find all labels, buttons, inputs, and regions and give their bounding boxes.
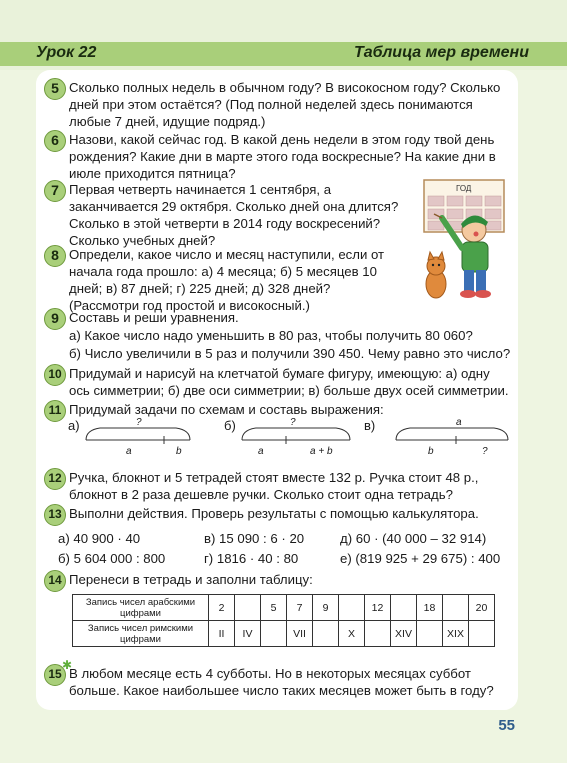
- scheme-top-label: ?: [290, 417, 296, 428]
- task-number: 5: [44, 78, 66, 100]
- task-9-item-b: б) Число увеличили в 5 раз и получили 390 450. Чему равно это число?: [69, 346, 511, 361]
- task-text: Ручка, блокнот и 5 тетрадей стоят вместе 132 р. Ручка стоит 48 р., блокнот в 2 раза дешевле ручки. Сколько стоит одна тетрадь?: [69, 470, 479, 502]
- task-text: В любом месяце есть 4 субботы. Но в некоторых месяцах суббот больше. Какое наибольшее число таких месяцев может быть в году?: [69, 666, 494, 698]
- scheme-label: в): [364, 418, 376, 433]
- scheme-top-label: ?: [136, 417, 142, 428]
- task-number: 15: [44, 664, 66, 686]
- task-number: 7: [44, 180, 66, 202]
- task-9-item-a: а) Какое число надо уменьшить в 80 раз, чтобы получить 80 060?: [69, 328, 473, 343]
- exercise-d: д) 60 · (40 000 – 32 914): [340, 531, 487, 546]
- scheme-label: б): [224, 418, 236, 433]
- scheme-b: [224, 418, 384, 458]
- table-cell: 7: [287, 595, 313, 621]
- scheme-c: [364, 418, 518, 458]
- table-cell: IV: [235, 621, 261, 647]
- exercise-a: а) 40 900 · 40: [58, 531, 141, 546]
- scheme-a: [36, 418, 196, 458]
- task-text: Выполни действия. Проверь результаты с помощью калькулятора.: [69, 506, 479, 521]
- task-text: Придумай и нарисуй на клетчатой бумаге фигуру, имеющую: а) одну ось симметрии; б) две оси симметрии; в) больше двух осей симметрии.: [69, 366, 509, 398]
- task-text: Перенеси в тетрадь и заполни таблицу:: [69, 572, 313, 587]
- table-cell: [235, 595, 261, 621]
- task-number: 12: [44, 468, 66, 490]
- table-row: [73, 621, 495, 647]
- table-cell: II: [209, 621, 235, 647]
- row-header-arabic: Запись чисел арабскими цифрами: [73, 595, 209, 621]
- scheme-left-label: a: [126, 446, 132, 457]
- scheme-top-label: a: [456, 417, 462, 428]
- task-text: Составь и реши уравнения.: [69, 310, 239, 325]
- table-cell: VII: [287, 621, 313, 647]
- table-cell: 5: [261, 595, 287, 621]
- table-cell: [365, 621, 391, 647]
- task-text: Придумай задачи по схемам и составь выражения:: [69, 402, 384, 417]
- task-number: 14: [44, 570, 66, 592]
- task-text: Сколько полных недель в обычном году? В високосном году? Сколько дней при этом остаётся? (Под полной неделей здесь понимаются любые 7 дней, идущие подряд.): [69, 80, 501, 129]
- scheme-left-label: b: [428, 446, 434, 457]
- table-cell: X: [339, 621, 365, 647]
- table-cell: [391, 595, 417, 621]
- table-cell: 18: [417, 595, 443, 621]
- task-number: 13: [44, 504, 66, 526]
- page-header: [0, 0, 567, 70]
- table-cell: [261, 621, 287, 647]
- table-cell: 12: [365, 595, 391, 621]
- exercise-b: б) 5 604 000 : 800: [58, 551, 166, 566]
- task-text: Определи, какое число и месяц наступили, если от начала года прошло: а) 4 месяца; б) 5 месяцев 10 дней; в) 87 дней; г) 225 дней; д) 328 дней? (Рассмотри год простой и високосный.): [69, 247, 385, 313]
- scheme-left-label: a: [258, 446, 264, 457]
- calendar-sign: ГОД: [456, 184, 472, 193]
- task-number: 8: [44, 245, 66, 267]
- table-cell: 9: [313, 595, 339, 621]
- content-panel: [36, 70, 518, 710]
- table-row: [73, 595, 495, 621]
- topic-title: Таблица мер времени: [353, 44, 529, 61]
- task-text: Первая четверть начинается 1 сентября, а заканчивается 29 октября. Сколько дней она длится? Сколько в этой четверти в 2014 году воскресений? Сколько учебных дней?: [69, 182, 399, 248]
- task-number: 6: [44, 130, 66, 152]
- lesson-title: Урок 22: [36, 44, 97, 61]
- page-number: 55: [498, 717, 515, 734]
- exercise-e: е) (819 925 + 29 675) : 400: [340, 551, 501, 566]
- table-cell: 20: [469, 595, 495, 621]
- table-cell: 2: [209, 595, 235, 621]
- table-cell: [417, 621, 443, 647]
- roman-numerals-table: [72, 594, 495, 647]
- star-icon: ✱: [62, 658, 73, 672]
- task-number: 10: [44, 364, 66, 386]
- scheme-right-label: ?: [482, 446, 488, 457]
- task-number: 9: [44, 308, 66, 330]
- task-number: 11: [44, 400, 66, 422]
- table-cell: XIV: [391, 621, 417, 647]
- exercise-v: в) 15 090 : 6 · 20: [204, 531, 305, 546]
- table-cell: XIX: [443, 621, 469, 647]
- row-header-roman: Запись чисел римскими цифрами: [73, 621, 209, 647]
- table-cell: [443, 595, 469, 621]
- task-text: Назови, какой сейчас год. В какой день недели в этом году твой день рождения? Какие дни в марте этого года воскресные? На какие дни в июле приходится пятница?: [69, 132, 496, 181]
- scheme-right-label: a + b: [310, 446, 333, 457]
- scheme-right-label: b: [176, 446, 182, 457]
- illustration-boy-calendar: [416, 178, 516, 308]
- table-cell: [339, 595, 365, 621]
- table-cell: [313, 621, 339, 647]
- exercise-g: г) 1816 · 40 : 80: [204, 551, 299, 566]
- scheme-label: а): [68, 418, 80, 433]
- table-cell: [469, 621, 495, 647]
